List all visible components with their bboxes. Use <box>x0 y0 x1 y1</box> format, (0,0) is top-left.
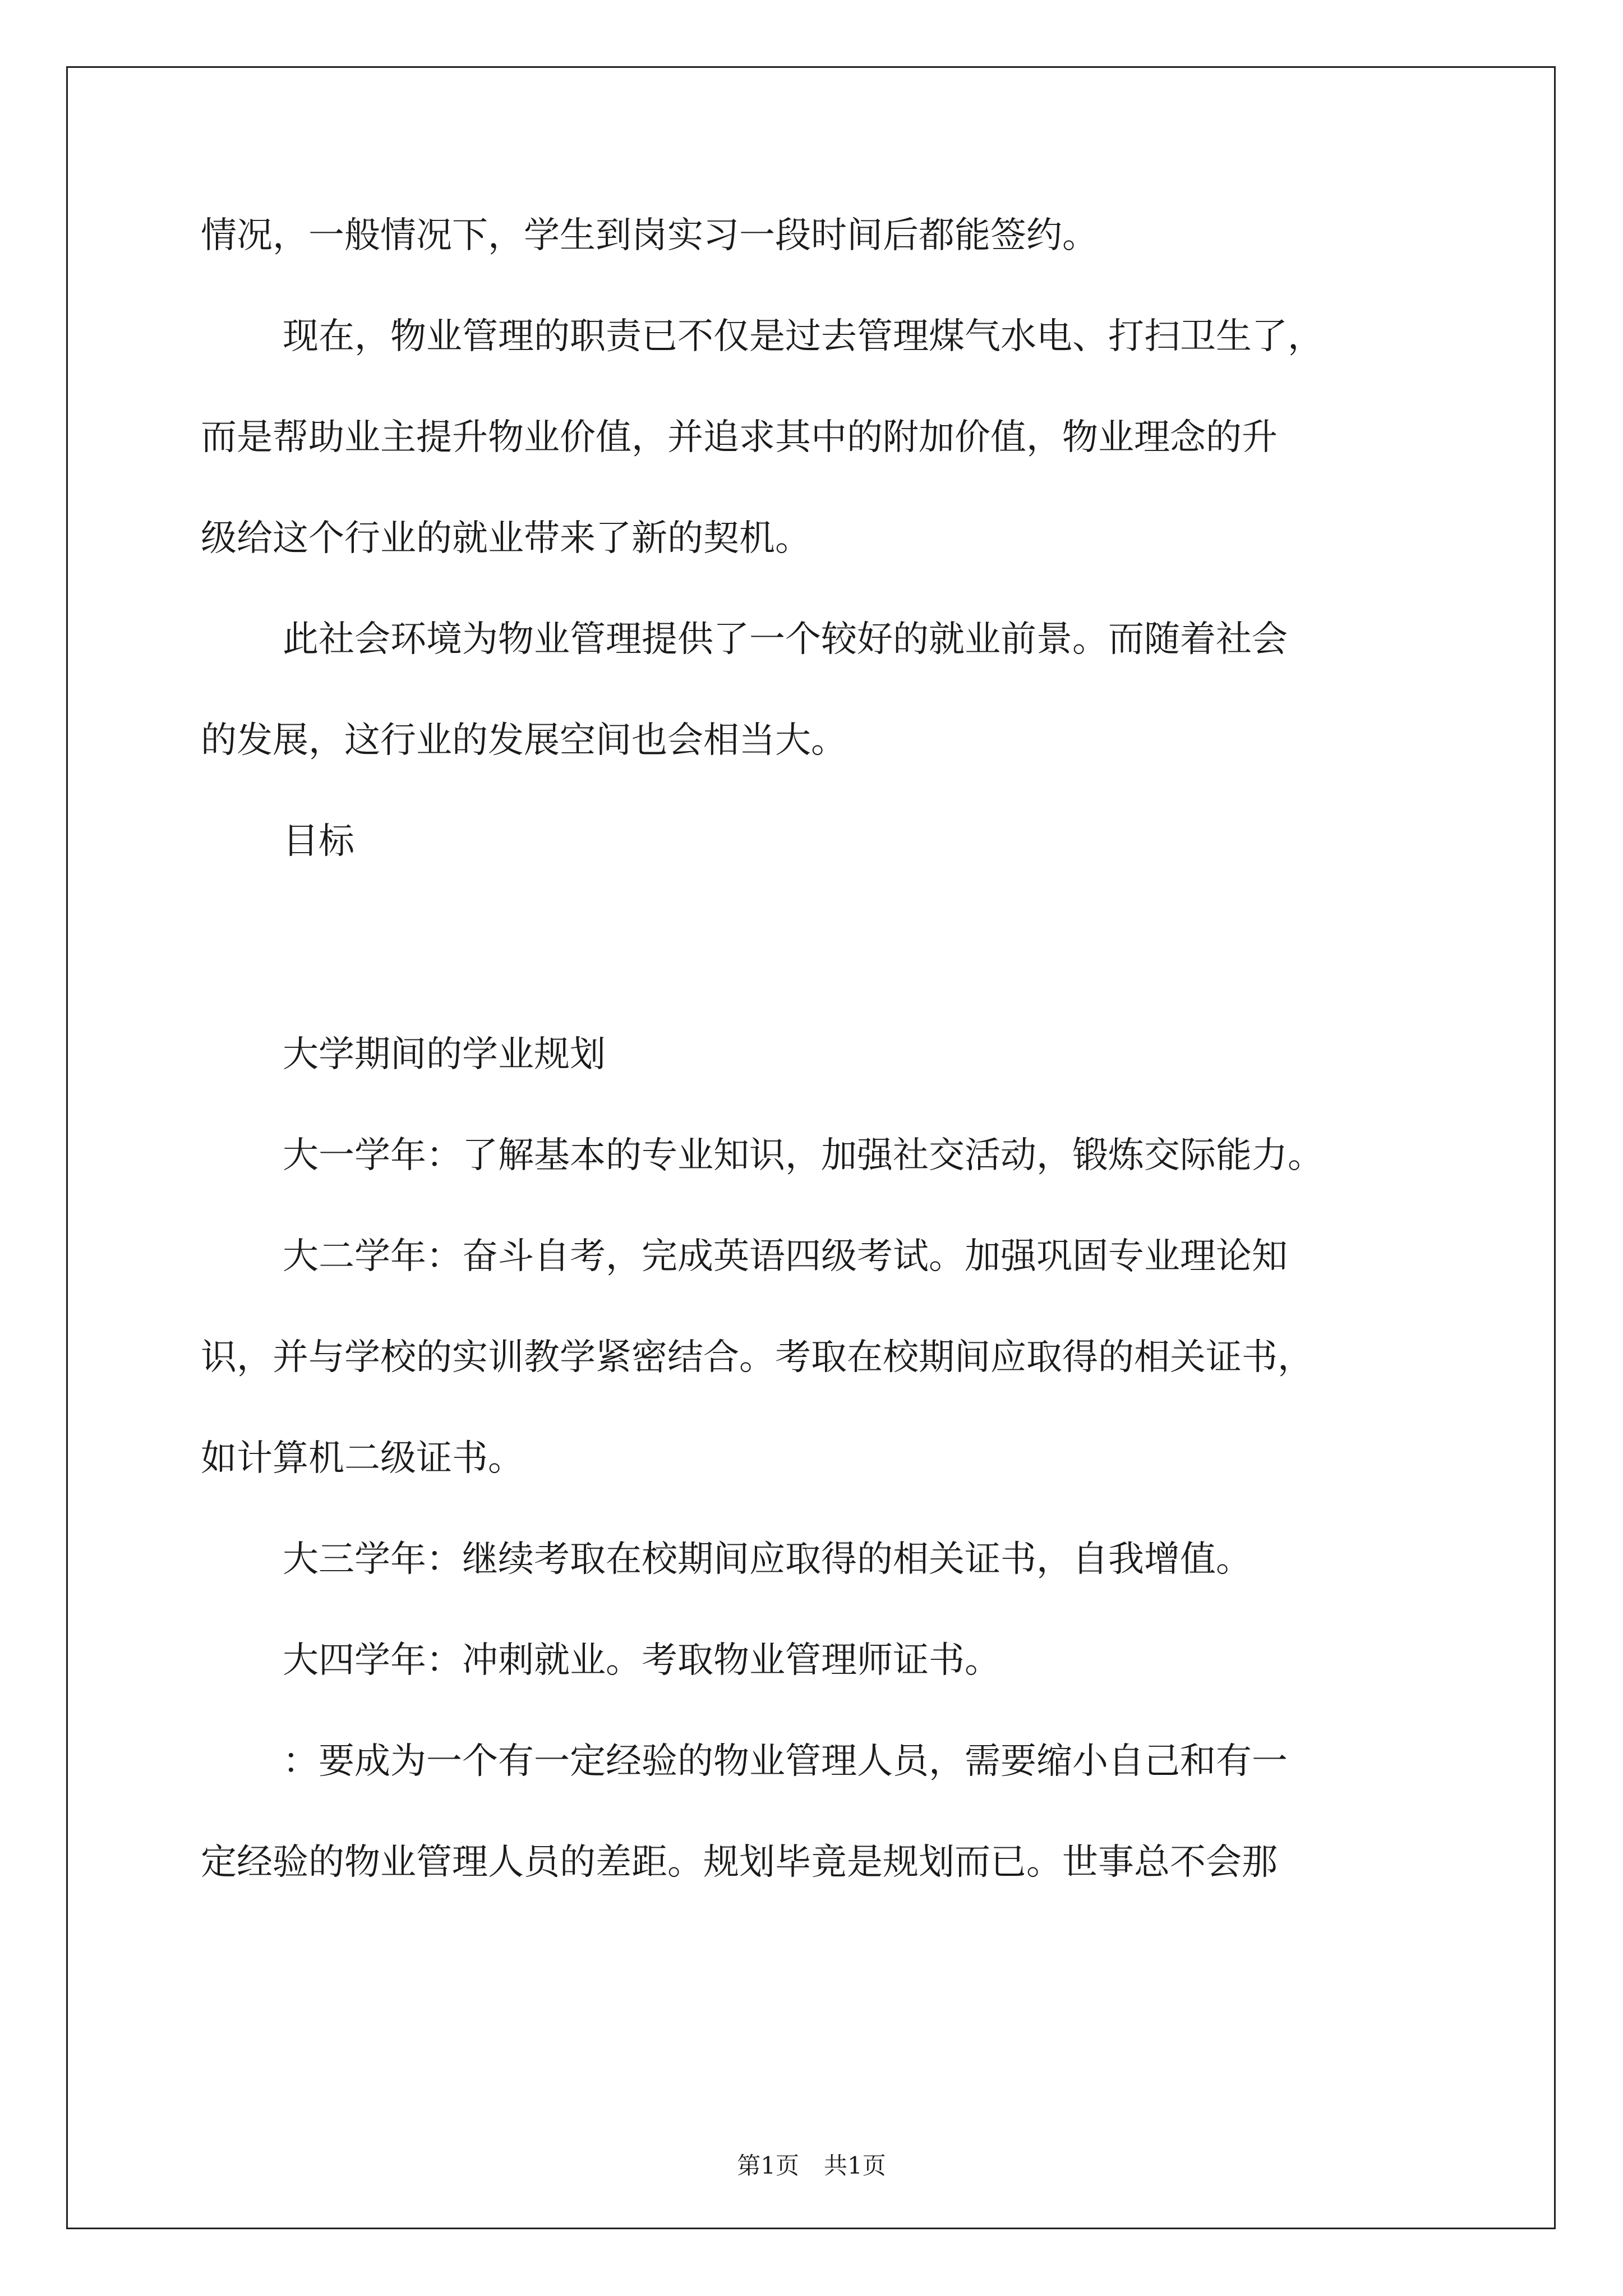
text-line: 大二学年：奋斗自考，完成英语四级考试。加强巩固专业理论知 <box>283 1236 1288 1277</box>
page-total: 共1页 <box>824 2152 886 2179</box>
text-line: 级给这个行业的就业带来了新的契机。 <box>201 518 811 559</box>
text-line: ：要成为一个有一定经验的物业管理人员，需要缩小自己和有一 <box>283 1741 1288 1782</box>
text-line: 定经验的物业管理人员的差距。规划毕竟是规划而已。世事总不会那 <box>201 1842 1278 1883</box>
text-line: 如计算机二级证书。 <box>201 1438 524 1479</box>
text-line: 大三学年：继续考取在校期间应取得的相关证书，自我增值。 <box>283 1539 1252 1580</box>
text-line: 而是帮助业主提升物业价值，并追求其中的附加价值，物业理念的升 <box>201 417 1278 458</box>
text-line: 的发展，这行业的发展空间也会相当大。 <box>201 720 847 761</box>
text-line: 大一学年：了解基本的专业知识，加强社交活动，锻炼交际能力。 <box>283 1135 1324 1176</box>
section-heading: 大学期间的学业规划 <box>283 1034 606 1075</box>
page-footer <box>0 2154 1623 2178</box>
text-line: 现在，物业管理的职责已不仅是过去管理煤气水电、打扫卫生了， <box>283 316 1324 357</box>
text-line: 此社会环境为物业管理提供了一个较好的就业前景。而随着社会 <box>283 619 1288 660</box>
text-line: 情况，一般情况下，学生到岗实习一段时间后都能签约。 <box>201 215 1098 256</box>
text-line: 识，并与学校的实训教学紧密结合。考取在校期间应取得的相关证书， <box>201 1337 1313 1378</box>
section-heading: 目标 <box>283 821 354 862</box>
page-number: 第1页 <box>737 2152 799 2179</box>
text-line: 大四学年：冲刺就业。考取物业管理师证书。 <box>283 1640 1000 1681</box>
